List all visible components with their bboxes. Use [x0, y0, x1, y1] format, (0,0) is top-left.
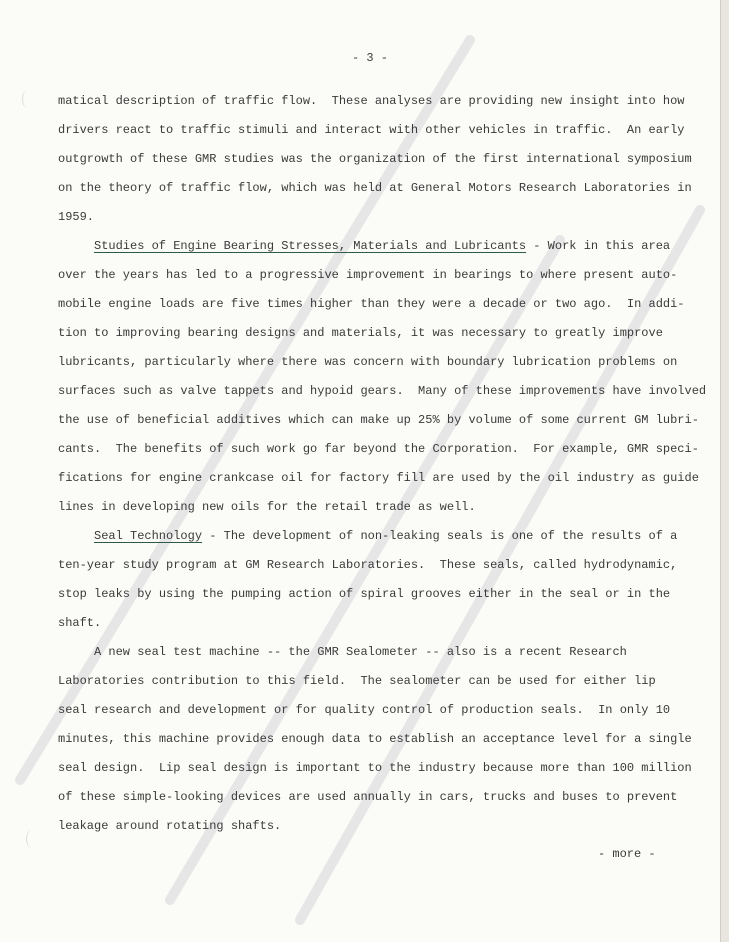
section-heading: Seal Technology — [94, 529, 203, 543]
text-line — [58, 673, 656, 689]
page-number: - 3 - — [352, 51, 389, 65]
line-text: ten-year study program at GM Research Laboratories. These seals, called hydrodynamic, — [58, 558, 678, 572]
text-line — [58, 789, 677, 805]
line-text: fications for engine crankcase oil for factory fill are used by the oil industry as guide — [58, 471, 699, 485]
text-line — [58, 122, 685, 138]
line-text: tion to improving bearing designs and materials, it was necessary to greatly improve — [58, 326, 663, 340]
text-line — [58, 151, 692, 167]
line-text: mobile engine loads are five times higher than they were a decade or two ago. In addi- — [58, 297, 685, 311]
line-text: matical description of traffic flow. These analyses are providing new insight into how — [58, 94, 685, 108]
line-text: on the theory of traffic flow, which was held at General Motors Research Laboratories in — [58, 181, 692, 195]
text-line — [58, 470, 699, 486]
text-line — [58, 818, 281, 834]
text-line — [58, 383, 706, 399]
text-line — [58, 557, 677, 573]
text-line — [58, 267, 677, 283]
line-text: - The development of non-leaking seals is one of the results of a — [202, 529, 678, 543]
line-text: leakage around rotating shafts. — [58, 819, 282, 833]
line-text: surfaces such as valve tappets and hypoid gears. Many of these improvements have involved — [58, 384, 707, 398]
line-text: A new seal test machine -- the GMR Sealometer -- also is a recent Research — [94, 645, 627, 659]
text-line — [58, 180, 692, 196]
text-line — [94, 528, 677, 544]
line-text: Laboratories contribution to this field. The sealometer can be used for either lip — [58, 674, 656, 688]
punch-hole-mark — [26, 830, 37, 848]
line-text: over the years has led to a progressive improvement in bearings to where present auto- — [58, 268, 678, 282]
line-text: minutes, this machine provides enough data to establish an acceptance level for a single — [58, 732, 692, 746]
text-line — [94, 644, 627, 660]
line-text: lubricants, particularly where there was concern with boundary lubrication problems on — [58, 355, 678, 369]
text-line — [58, 325, 663, 341]
line-text: seal design. Lip seal design is important to the industry because more than 100 million — [58, 761, 692, 775]
punch-hole-mark — [22, 90, 33, 108]
continued-marker: - more - — [598, 847, 656, 861]
text-line — [58, 209, 94, 225]
line-text: the use of beneficial additives which can make up 25% by volume of some current GM lubri- — [58, 413, 699, 427]
text-line — [58, 93, 685, 109]
line-text: cants. The benefits of such work go far beyond the Corporation. For example, GMR speci- — [58, 442, 699, 456]
text-line — [58, 615, 101, 631]
page-edge — [720, 0, 729, 942]
text-line — [58, 760, 692, 776]
line-text: of these simple-looking devices are used annually in cars, trucks and buses to prevent — [58, 790, 678, 804]
line-text: - Work in this area — [526, 239, 671, 253]
line-text: stop leaks by using the pumping action of spiral grooves either in the seal or in the — [58, 587, 671, 601]
line-text: outgrowth of these GMR studies was the organization of the first international symposium — [58, 152, 692, 166]
text-line — [58, 296, 685, 312]
line-text: drivers react to traffic stimuli and interact with other vehicles in traffic. An early — [58, 123, 685, 137]
line-text: 1959. — [58, 210, 95, 224]
text-line — [58, 731, 692, 747]
text-line — [58, 586, 670, 602]
line-text: seal research and development or for quality control of production seals. In only 10 — [58, 703, 671, 717]
line-text: shaft. — [58, 616, 102, 630]
text-line — [58, 412, 699, 428]
text-line — [58, 499, 476, 515]
text-line — [94, 238, 670, 254]
line-text: lines in developing new oils for the retail trade as well. — [58, 500, 476, 514]
section-heading: Studies of Engine Bearing Stresses, Materials and Lubricants — [94, 239, 527, 253]
text-line — [58, 702, 670, 718]
text-line — [58, 354, 677, 370]
text-line — [58, 441, 699, 457]
